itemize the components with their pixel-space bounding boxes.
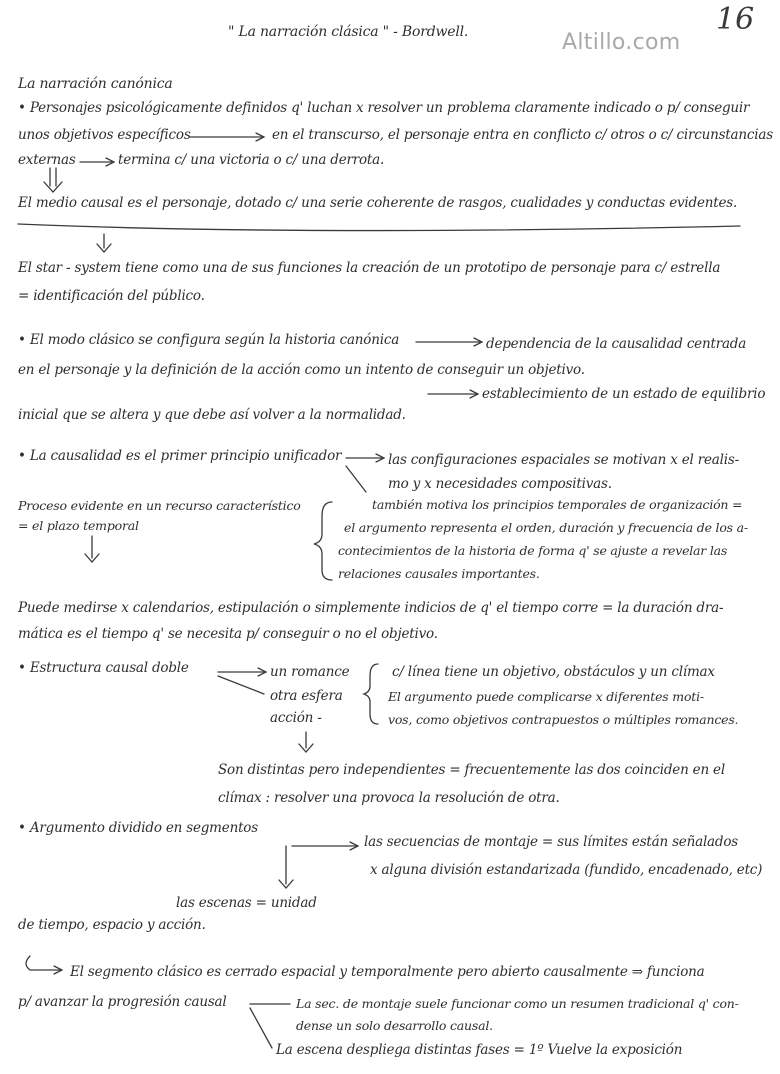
down-arrow-icon — [85, 536, 99, 562]
note-line: inicial que se altera y que debe así volver a la normalidad. — [18, 407, 406, 423]
down-arrow-icon — [299, 732, 313, 752]
brace — [314, 502, 332, 580]
note-line: mática es el tiempo q' se necesita p/ conseguir o no el objetivo. — [18, 626, 438, 642]
note-line: en el transcurso, el personaje entra en conflicto c/ otros o c/ circunstancias — [272, 127, 773, 143]
note-line: El segmento clásico es cerrado espacial y temporalmente pero abierto causalmente ⇒ funciona — [70, 964, 705, 980]
note-line: El medio causal es el personaje, dotado c/ una serie coherente de rasgos, cualidades y conductas evidentes. — [18, 195, 738, 211]
note-line: La escena despliega distintas fases = 1º Vuelve la exposición — [276, 1042, 683, 1058]
underline — [18, 224, 740, 231]
note-line: La sec. de montaje suele funcionar como un resumen tradicional q' con- — [296, 996, 739, 1011]
note-line: Son distintas pero independientes = frecuentemente las dos coinciden en el — [218, 762, 725, 778]
note-line: las escenas = unidad — [176, 895, 317, 911]
note-line: de tiempo, espacio y acción. — [18, 917, 206, 933]
note-line: c/ línea tiene un objetivo, obstáculos y un clímax — [392, 664, 715, 680]
note-line: un romance — [270, 664, 350, 680]
note-line: el argumento representa el orden, duración y frecuencia de los a- — [344, 520, 748, 535]
note-line: las configuraciones espaciales se motivan x el realis- — [388, 452, 739, 468]
note-line: dependencia de la causalidad centrada — [486, 336, 747, 352]
note-line: • La causalidad es el primer principio unificador — [18, 448, 342, 464]
note-line: acción - — [270, 710, 322, 726]
note-line: = el plazo temporal — [18, 518, 139, 533]
note-line: • Argumento dividido en segmentos — [18, 820, 258, 836]
down-arrow-icon — [279, 846, 293, 888]
note-line: • Personajes psicológicamente definidos q' luchan x resolver un problema claramente indicado o p/ conseguir — [18, 100, 750, 116]
note-line: vos, como objetivos contrapuestos o múltiples romances. — [388, 712, 739, 727]
note-line: establecimiento de un estado de equilibrio — [482, 386, 766, 402]
note-line: x alguna división estandarizada (fundido, encadenado, etc) — [370, 862, 763, 878]
note-line: dense un solo desarrollo causal. — [296, 1018, 493, 1033]
down-arrow-icon — [97, 234, 111, 252]
note-line: relaciones causales importantes. — [338, 566, 540, 581]
arrow-icon — [346, 466, 366, 492]
note-line: clímax : resolver una provoca la resolución de otra. — [218, 790, 560, 806]
arrow-icon — [218, 676, 264, 694]
section-title: La narración canónica — [18, 76, 173, 92]
connector-line — [250, 1008, 272, 1048]
brace — [364, 664, 378, 724]
note-line: otra esfera — [270, 688, 343, 704]
page-number: 16 — [716, 2, 755, 37]
note-line: El star - system tiene como una de sus funciones la creación de un prototipo de personaje para c/ estrella — [18, 260, 721, 276]
note-line: Proceso evidente en un recurso característico — [18, 498, 301, 513]
curved-arrow-icon — [26, 956, 62, 974]
note-line: • Estructura causal doble — [18, 660, 189, 676]
note-line: termina c/ una victoria o c/ una derrota. — [118, 152, 385, 168]
note-line: unos objetivos específicos — [18, 127, 191, 143]
note-line: El argumento puede complicarse x diferentes moti- — [388, 689, 704, 704]
note-line: Puede medirse x calendarios, estipulación o simplemente indicios de q' el tiempo corre = la duración dra- — [18, 600, 724, 616]
watermark: Altillo.com — [562, 30, 681, 55]
note-line: las secuencias de montaje = sus límites están señalados — [364, 834, 739, 850]
note-line: también motiva los principios temporales de organización = — [372, 497, 743, 512]
note-line: en el personaje y la definición de la acción como un intento de conseguir un objetivo. — [18, 362, 585, 378]
note-line: externas — [18, 152, 76, 168]
note-line: • El modo clásico se configura según la historia canónica — [18, 332, 400, 348]
document-title: " La narración clásica " - Bordwell. — [228, 24, 469, 40]
note-line: contecimientos de la historia de forma q' se ajuste a revelar las — [338, 543, 728, 558]
note-line: = identificación del público. — [18, 288, 205, 304]
note-line: mo y x necesidades compositivas. — [388, 476, 612, 492]
note-line: p/ avanzar la progresión causal — [18, 994, 227, 1010]
double-down-arrow-icon — [44, 168, 62, 192]
